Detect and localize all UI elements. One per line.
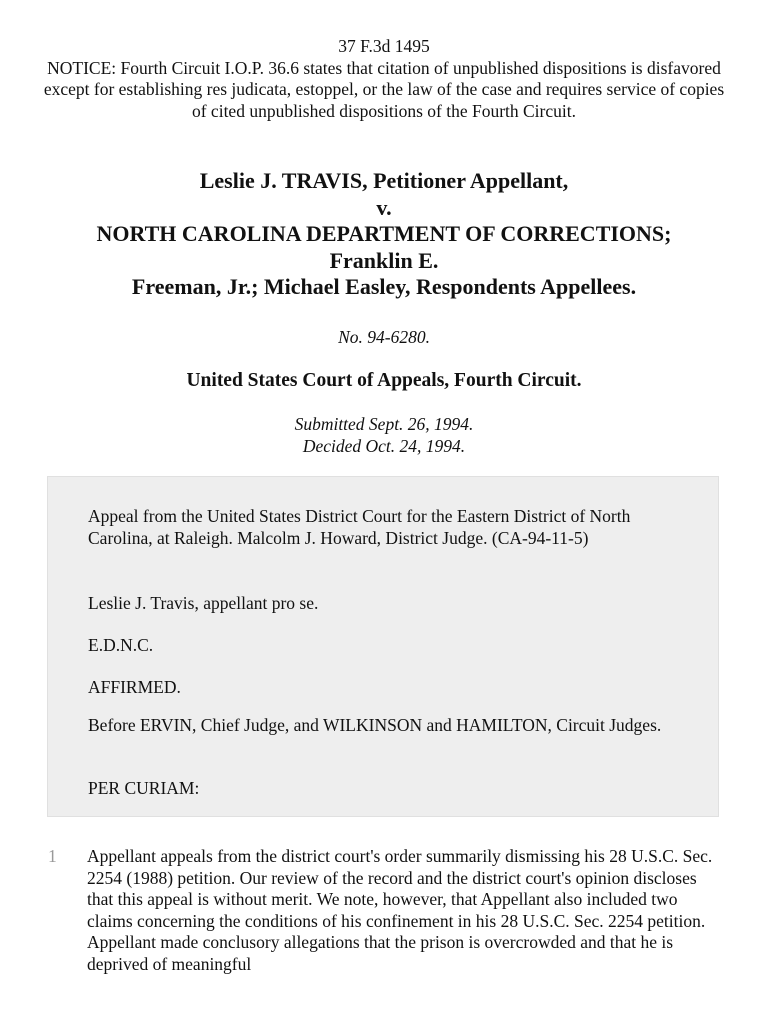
case-header (40, 36, 728, 122)
district-text: E.D.N.C. (88, 635, 154, 655)
paragraph-number: 1 (48, 846, 57, 866)
citation: 37 F.3d 1495 (338, 36, 430, 56)
publication-notice: NOTICE: Fourth Circuit I.O.P. 36.6 states that citation of unpublished dispositions is disfavored except for establishing res judicata, estoppel, or the law of the case and requires service of copies of cited unpublished dispositions of the Fourth Circuit. (43, 57, 725, 121)
counsel-text: Leslie J. Travis, appellant pro se. (88, 593, 319, 613)
per-curiam-text: PER CURIAM: (88, 778, 200, 798)
submitted-date: Submitted Sept. 26, 1994. (294, 414, 474, 434)
appellee-line-3: Freeman, Jr.; Michael Easley, Respondents Appellees. (131, 274, 637, 299)
case-caption (20, 168, 748, 301)
appellee-line-2: Franklin E. (329, 247, 439, 273)
appeal-from-text: Appeal from the United States District Court for the Eastern District of North Carolina, at Raleigh. Malcolm J. Howard, District Judge. (CA-94-11-5) (88, 506, 631, 548)
case-dates (0, 414, 768, 457)
appellant-line: Leslie J. TRAVIS, Petitioner Appellant, (199, 168, 569, 193)
opinion-paragraph: Appellant appeals from the district court's order summarily dismissing his 28 U.S.C. Sec. 2254 (1988) petition. Our review of the record and the district court's opinion discloses that this appeal is without merit. We note, however, that Appellant also included two claims concerning the conditions of his confinement in his 28 U.S.C. Sec. 2254 petition. Appellant made conclusory allegations that the prison is overcrowded and that he is deprived of meaningful (87, 846, 713, 974)
appellee-line-1: NORTH CAROLINA DEPARTMENT OF CORRECTIONS; (96, 221, 672, 246)
docket-number: No. 94-6280. (338, 327, 430, 347)
versus-line: v. (376, 194, 392, 220)
court-name: United States Court of Appeals, Fourth Circuit. (186, 370, 582, 391)
decided-date: Decided Oct. 24, 1994. (302, 435, 466, 456)
disposition-text: AFFIRMED. (88, 677, 181, 697)
panel-text: Before ERVIN, Chief Judge, and WILKINSON and HAMILTON, Circuit Judges. (88, 715, 662, 735)
case-details-box (47, 476, 719, 817)
